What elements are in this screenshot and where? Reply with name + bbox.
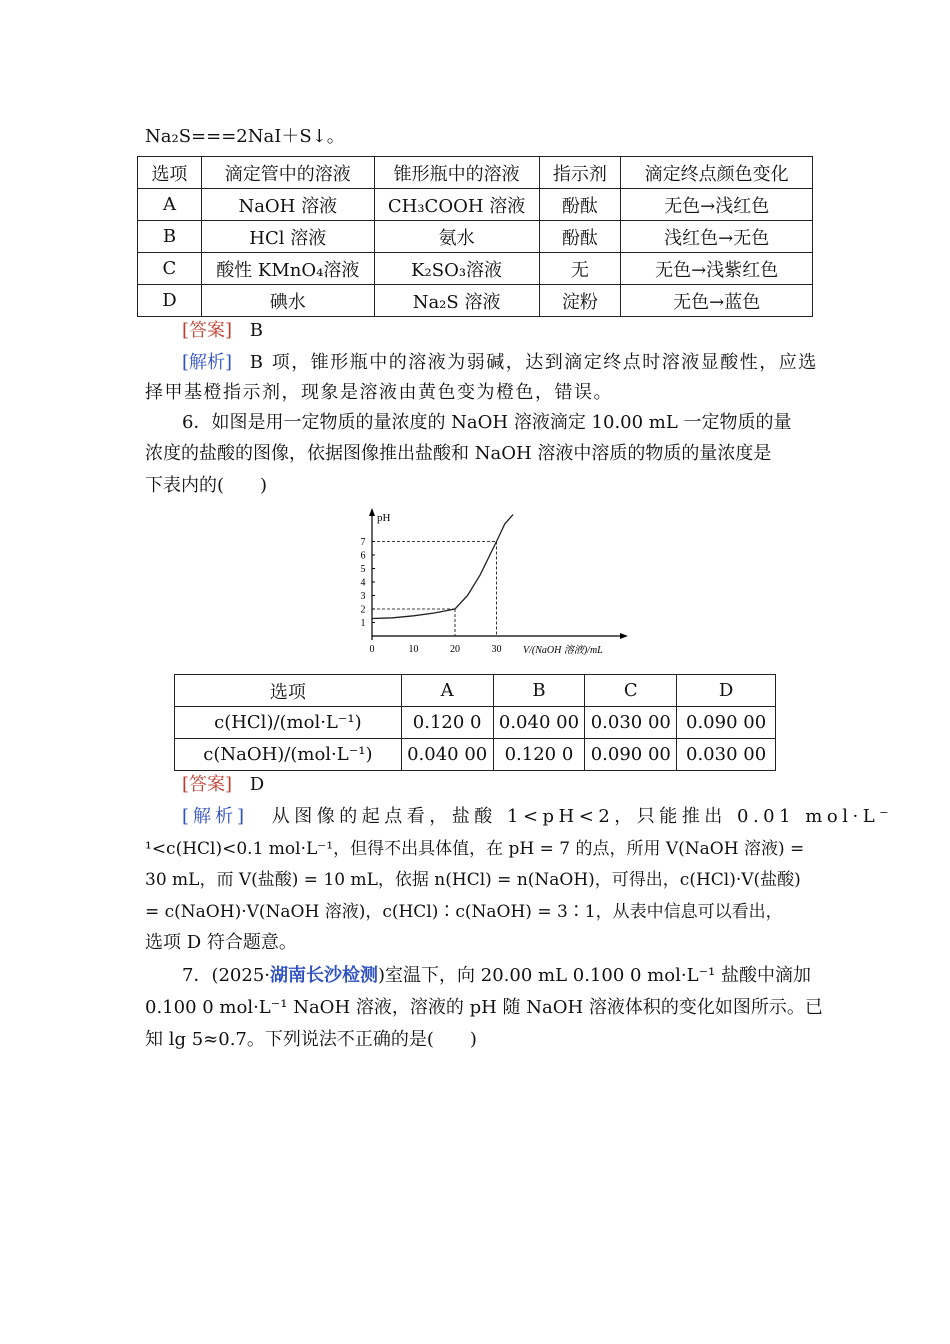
x-axis-arrow — [620, 633, 628, 639]
table-cell: 淀粉 — [539, 285, 621, 317]
y-tick-label: 1 — [360, 618, 366, 629]
table-row — [175, 707, 776, 739]
table-cell: D — [138, 285, 202, 317]
question-7-line3: 知 lg 5≈0.7。下列说法不正确的是( ) — [145, 1029, 477, 1050]
x-tick-label: 0 — [369, 644, 375, 655]
table-cell: 碘水 — [201, 285, 374, 317]
table-cell: 0.040 00 — [401, 739, 493, 771]
x-axis-label: V/(NaOH 溶液)/mL — [523, 645, 603, 656]
table-cell: 无色→浅紫红色 — [621, 253, 813, 285]
analysis-6-line3: 30 mL，而 V(盐酸) = 10 mL，依据 n(HCl) = n(NaOH)，可得出，c(HCl)·V(盐酸) — [145, 870, 801, 890]
titration-curve-chart — [340, 505, 640, 665]
analysis-label: [解析] — [182, 352, 233, 373]
table-cell: 0.030 00 — [677, 739, 776, 771]
answer-label: [答案] — [182, 320, 233, 341]
table-cell: 酸性 KMnO₄溶液 — [201, 253, 374, 285]
top-equation: Na₂S===2NaI＋S↓。 — [145, 126, 345, 147]
table-row — [138, 189, 813, 221]
table-header-row — [138, 157, 813, 189]
y-tick-label: 5 — [360, 564, 366, 575]
table-cell: 氨水 — [374, 221, 539, 253]
table-cell: NaOH 溶液 — [201, 189, 374, 221]
table-header-cell: D — [677, 675, 776, 707]
table-cell: 0.090 00 — [677, 707, 776, 739]
table-cell: 0.090 00 — [585, 739, 677, 771]
y-tick-label: 4 — [360, 577, 366, 589]
question-7-prefix: 7．(2025· — [182, 965, 271, 986]
table-cell: c(NaOH)/(mol·L⁻¹) — [175, 739, 402, 771]
table-cell: 0.040 00 — [493, 707, 585, 739]
table-header-cell: 指示剂 — [539, 157, 621, 189]
x-tick-label: 30 — [491, 644, 502, 655]
answer-label: [答案] — [182, 774, 233, 795]
analysis-text: 从图像的起点看，盐酸 1<pH<2，只能推出 0.01 mol·L⁻ — [271, 806, 894, 827]
table-cell: 无色→浅红色 — [621, 189, 813, 221]
table-cell: 无 — [539, 253, 621, 285]
table-cell: CH₃COOH 溶液 — [374, 189, 539, 221]
y-tick-label: 2 — [360, 604, 366, 616]
table-cell: 0.030 00 — [585, 707, 677, 739]
x-tick-label: 20 — [450, 644, 460, 655]
question-6-line3: 下表内的( ) — [145, 475, 268, 496]
table-cell: 0.120 0 — [493, 739, 585, 771]
table-header-cell: A — [401, 675, 493, 707]
answer-5 — [182, 320, 263, 342]
analysis-5-line1 — [182, 352, 818, 374]
question-7-source: 湖南长沙检测 — [270, 965, 379, 986]
question-6-line2: 浓度的盐酸的图像，依据图像推出盐酸和 NaOH 溶液中溶质的物质的量浓度是 — [145, 443, 772, 464]
table-cell: A — [138, 189, 202, 221]
x-tick-label: 10 — [408, 644, 419, 655]
table-cell: Na₂S 溶液 — [374, 285, 539, 317]
y-tick-label: 3 — [360, 591, 366, 602]
titration-table — [137, 156, 813, 317]
y-axis-arrow — [369, 508, 375, 516]
y-tick-label: 6 — [360, 550, 366, 562]
table-row — [138, 253, 813, 285]
table-cell: C — [138, 253, 202, 285]
analysis-label: [解析] — [182, 806, 249, 827]
table-header-cell: 滴定终点颜色变化 — [621, 157, 813, 189]
table-cell: 浅红色→无色 — [621, 221, 813, 253]
table-header-cell: 选项 — [175, 675, 402, 707]
table-cell: 酚酞 — [539, 189, 621, 221]
table-row — [175, 739, 776, 771]
analysis-text: B 项，锥形瓶中的溶液为弱碱，达到滴定终点时溶液显酸性，应选 — [249, 352, 818, 373]
table-header-row — [175, 675, 776, 707]
question-7-text: )室温下，向 20.00 mL 0.100 0 mol·L⁻¹ 盐酸中滴加 — [378, 965, 811, 986]
table-header-cell: B — [493, 675, 585, 707]
titration-curve-line — [372, 515, 513, 619]
analysis-6-line4: = c(NaOH)·V(NaOH 溶液)，c(HCl)∶c(NaOH) = 3∶1，从表中信息可以看出， — [145, 902, 783, 922]
analysis-6-line2: ¹<c(HCl)<0.1 mol·L⁻¹，但得不出具体值，在 pH = 7 的点，所用 V(NaOH 溶液) = — [145, 839, 805, 859]
analysis-6-line1 — [182, 806, 893, 828]
analysis-6-line5: 选项 D 符合题意。 — [145, 932, 297, 953]
table-row — [138, 285, 813, 317]
y-axis-label: pH — [377, 512, 391, 524]
y-tick-label: 7 — [360, 537, 366, 548]
table-cell: K₂SO₃溶液 — [374, 253, 539, 285]
table-cell: c(HCl)/(mol·L⁻¹) — [175, 707, 402, 739]
table-header-cell: 滴定管中的溶液 — [201, 157, 374, 189]
question-7-line1 — [182, 965, 811, 987]
table-cell: 0.120 0 — [401, 707, 493, 739]
table-header-cell: 选项 — [138, 157, 202, 189]
question-6-line1: 6．如图是用一定物质的量浓度的 NaOH 溶液滴定 10.00 mL 一定物质的量 — [182, 412, 792, 433]
answer-6 — [182, 774, 264, 796]
table-row — [138, 221, 813, 253]
question-7-line2: 0.100 0 mol·L⁻¹ NaOH 溶液，溶液的 pH 随 NaOH 溶液体积的变化如图所示。已 — [145, 997, 823, 1018]
table-cell: 酚酞 — [539, 221, 621, 253]
table-cell: 无色→蓝色 — [621, 285, 813, 317]
answer-value: B — [249, 320, 264, 341]
table-header-cell: 锥形瓶中的溶液 — [374, 157, 539, 189]
table-cell: HCl 溶液 — [201, 221, 374, 253]
answer-value: D — [249, 774, 265, 795]
table-cell: B — [138, 221, 202, 253]
table-header-cell: C — [585, 675, 677, 707]
concentration-table — [174, 674, 776, 771]
analysis-5-line2: 择甲基橙指示剂，现象是溶液由黄色变为橙色，错误。 — [145, 382, 613, 403]
